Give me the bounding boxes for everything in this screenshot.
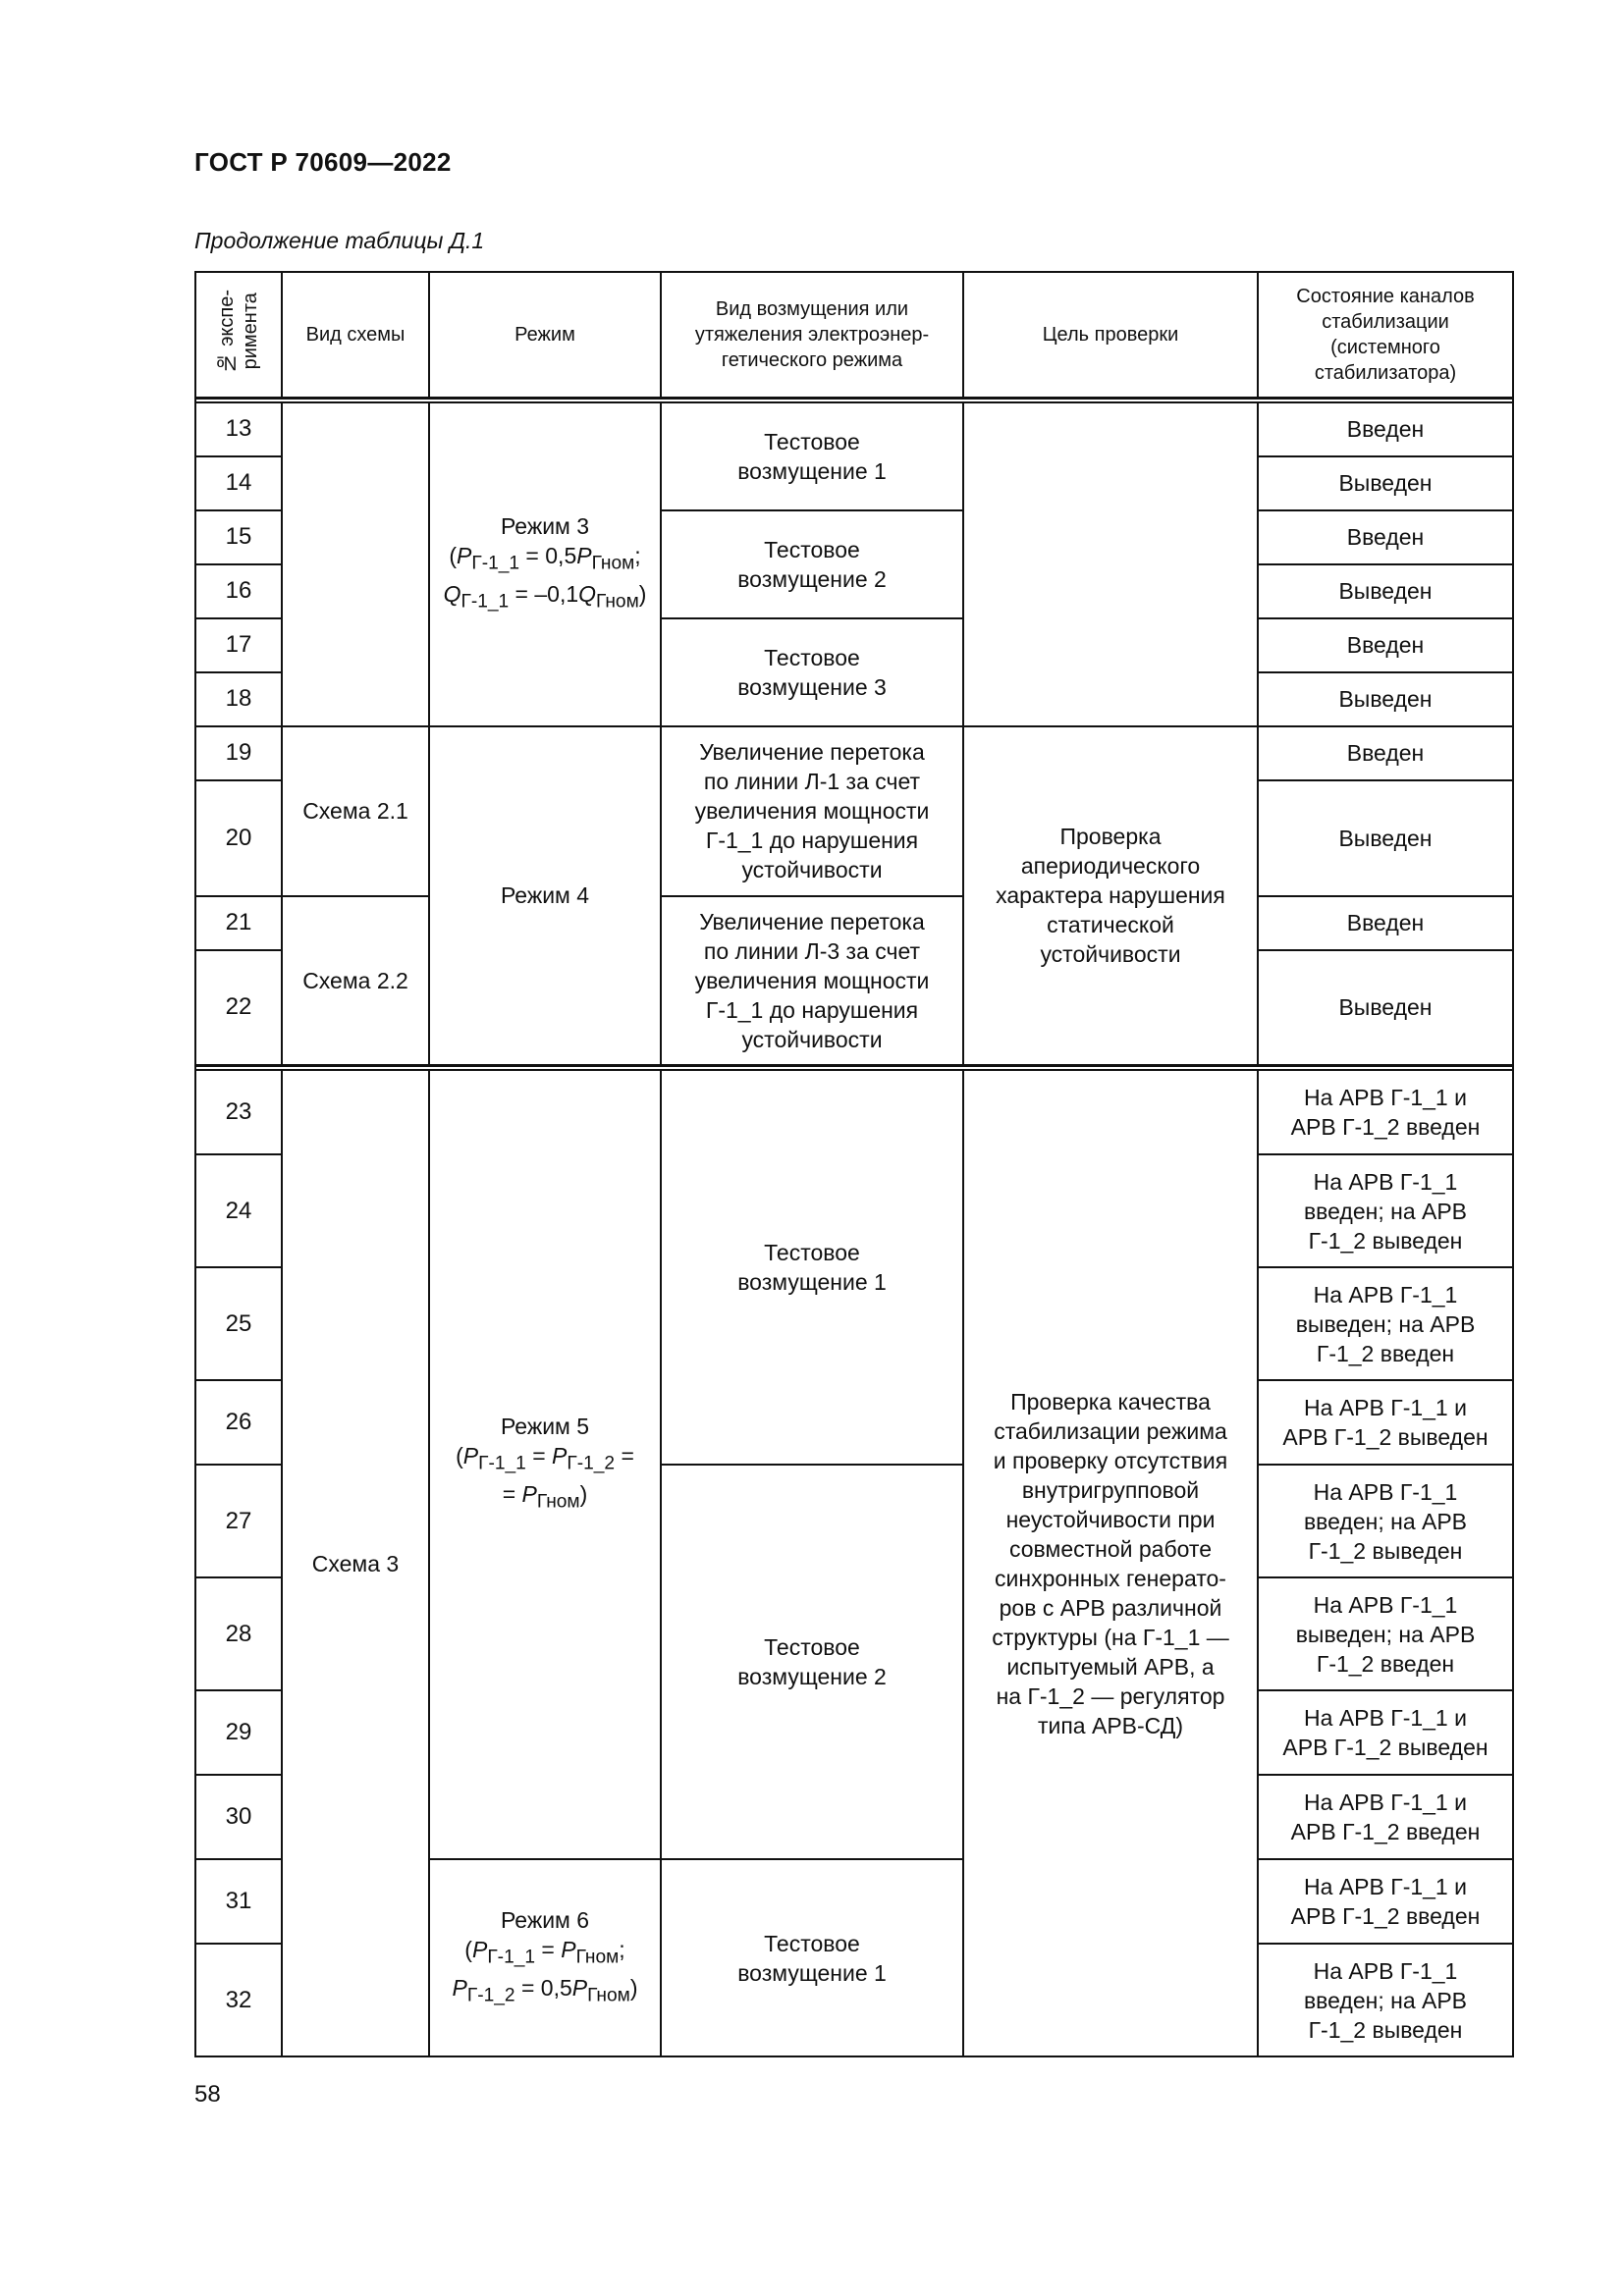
cell-state: Выведен: [1258, 564, 1513, 618]
mode-5-line2: [436, 1479, 654, 1518]
m6-sub4: Гном: [587, 1985, 630, 2006]
mode-3-line1: [436, 541, 654, 579]
table-row: [195, 402, 1513, 456]
m6-sub2: Гном: [575, 1947, 620, 1968]
cell-scheme: Схема 2.1: [282, 726, 429, 896]
m3-sub2: Гном: [591, 553, 635, 574]
m5-end2: ): [579, 1481, 588, 1507]
m6-p: P: [471, 1936, 488, 1962]
cell-num: 16: [195, 564, 282, 618]
cell-disturbance: Тестовое возмущение 1: [661, 1859, 963, 2056]
m5-eq: =: [525, 1443, 553, 1469]
m3-qsub: Г-1_1: [460, 591, 510, 613]
cell-num: 20: [195, 780, 282, 896]
cell-scheme: Схема 3: [282, 1070, 429, 2056]
cell-state: На АРВ Г-1_1 выведен; на АРВ Г-1_2 введен: [1258, 1577, 1513, 1690]
m5-p3: P: [521, 1481, 537, 1507]
cell-disturbance: Тестовое возмущение 3: [661, 618, 963, 726]
m3-q2: Q: [578, 580, 597, 607]
cell-state: Введен: [1258, 726, 1513, 780]
cell-state: На АРВ Г-1_1 и АРВ Г-1_2 введен: [1258, 1775, 1513, 1859]
header-num: [195, 272, 282, 398]
cell-disturbance: Тестовое возмущение 2: [661, 510, 963, 618]
mode-3-line2: [436, 579, 654, 617]
cell-num: 21: [195, 896, 282, 950]
m3-p2: P: [576, 542, 592, 568]
m3-sub: Г-1_1: [471, 553, 520, 574]
m5-p: P: [462, 1443, 479, 1469]
m5-p2: P: [552, 1443, 568, 1469]
document-header: ГОСТ Р 70609—2022: [194, 147, 452, 177]
m5-sub3: Гном: [536, 1491, 580, 1513]
cell-state: На АРВ Г-1_1 и АРВ Г-1_2 выведен: [1258, 1380, 1513, 1465]
cell-num: 19: [195, 726, 282, 780]
cell-goal-empty: [963, 402, 1258, 726]
cell-num: 32: [195, 1944, 282, 2056]
cell-num: 17: [195, 618, 282, 672]
m6-end2: ): [629, 1974, 638, 2001]
table-row: [195, 1070, 1513, 1154]
cell-mode-6: [429, 1859, 661, 2056]
cell-state: На АРВ Г-1_1 выведен; на АРВ Г-1_2 введен: [1258, 1267, 1513, 1380]
m3-qsub2: Гном: [596, 591, 639, 613]
cell-state: На АРВ Г-1_1 и АРВ Г-1_2 выведен: [1258, 1690, 1513, 1775]
cell-state: На АРВ Г-1_1 и АРВ Г-1_2 введен: [1258, 1070, 1513, 1154]
cell-mode-4: Режим 4: [429, 726, 661, 1066]
cell-state: Выведен: [1258, 456, 1513, 510]
table-row: [195, 726, 1513, 780]
cell-num: 15: [195, 510, 282, 564]
m3-qeq: = –0,1: [509, 580, 579, 607]
header-scheme: Вид схемы: [282, 272, 429, 398]
mode-5-title: Режим 5: [500, 1414, 590, 1440]
m5-open: (: [456, 1443, 463, 1469]
cell-num: 29: [195, 1690, 282, 1775]
cell-state: Выведен: [1258, 780, 1513, 896]
m5-end: =: [615, 1443, 634, 1469]
m5-pre: =: [502, 1481, 522, 1507]
table-row: [195, 896, 1513, 950]
m6-p2: P: [561, 1936, 576, 1962]
header-mode: Режим: [429, 272, 661, 398]
cell-scheme-empty: [282, 402, 429, 726]
cell-num: 25: [195, 1267, 282, 1380]
cell-disturbance: Увеличение перетока по линии Л-3 за счет увеличения мощности Г-1_1 до нарушения устойчивости: [661, 896, 963, 1066]
cell-state: На АРВ Г-1_1 введен; на АРВ Г-1_2 выведен: [1258, 1465, 1513, 1577]
cell-num: 26: [195, 1380, 282, 1465]
cell-state: Выведен: [1258, 672, 1513, 726]
cell-mode-5: [429, 1070, 661, 1859]
mode-6-title: Режим 6: [500, 1906, 590, 1933]
table-header-row: [195, 272, 1513, 398]
header-num-label: № экспе- римента: [216, 289, 261, 373]
m3-p: P: [456, 542, 472, 568]
m6-open: (: [464, 1936, 472, 1962]
m6-eq2: = 0,5: [514, 1974, 572, 2001]
cell-disturbance: Тестовое возмущение 1: [661, 402, 963, 510]
cell-num: 24: [195, 1154, 282, 1267]
m6-p3: P: [452, 1974, 467, 2001]
cell-state: Введен: [1258, 402, 1513, 456]
cell-disturbance: Тестовое возмущение 2: [661, 1465, 963, 1859]
mode-6-line1: [436, 1935, 654, 1973]
header-disturbance: Вид возмущения или утяжеления электроэнер-гетического режима: [661, 272, 963, 398]
cell-num: 23: [195, 1070, 282, 1154]
experiments-table: [194, 271, 1514, 2057]
m6-p4: P: [571, 1974, 588, 2001]
cell-num: 18: [195, 672, 282, 726]
m6-sub3: Г-1_2: [466, 1985, 515, 2006]
m3-open: (: [449, 542, 457, 568]
cell-mode-3: [429, 402, 661, 726]
cell-state: На АРВ Г-1_1 и АРВ Г-1_2 введен: [1258, 1859, 1513, 1944]
table-container: [194, 271, 1514, 2057]
mode-5-line1: [436, 1441, 654, 1479]
m3-qend: ): [638, 580, 647, 607]
m3-end: ;: [634, 542, 641, 568]
page-number: 58: [194, 2081, 221, 2108]
cell-state: Введен: [1258, 618, 1513, 672]
m6-eq: =: [535, 1936, 562, 1962]
m5-sub2: Г-1_2: [567, 1454, 616, 1474]
cell-num: 31: [195, 1859, 282, 1944]
cell-disturbance: Тестовое возмущение 1: [661, 1070, 963, 1465]
cell-num: 30: [195, 1775, 282, 1859]
cell-state: Выведен: [1258, 950, 1513, 1066]
header-goal: Цель проверки: [963, 272, 1258, 398]
header-state: Состояние каналов стабилизации (системного стабилизатора): [1258, 272, 1513, 398]
cell-state: На АРВ Г-1_1 введен; на АРВ Г-1_2 выведен: [1258, 1944, 1513, 2056]
mode-6-line2: [436, 1973, 654, 2011]
m6-sub: Г-1_1: [487, 1947, 536, 1968]
table-caption: Продолжение таблицы Д.1: [194, 228, 485, 253]
m3-eq: = 0,5: [519, 542, 577, 568]
cell-disturbance: Увеличение перетока по линии Л-1 за счет увеличения мощности Г-1_1 до нарушения устойчивости: [661, 726, 963, 896]
cell-goal: Проверка качества стабилизации режима и проверку отсутствия внутригрупповой неустойчивости при совместной работе синхронных генерато- ров с АРВ различной структуры (на Г-1_1 — испытуемый АРВ, а на Г-1_2 — регулятор типа АРВ-СД): [963, 1070, 1258, 2056]
cell-state: Введен: [1258, 510, 1513, 564]
cell-state: Введен: [1258, 896, 1513, 950]
cell-num: 13: [195, 402, 282, 456]
cell-state: На АРВ Г-1_1 введен; на АРВ Г-1_2 выведен: [1258, 1154, 1513, 1267]
cell-num: 27: [195, 1465, 282, 1577]
cell-num: 22: [195, 950, 282, 1066]
mode-3-title: Режим 3: [500, 512, 590, 539]
cell-num: 14: [195, 456, 282, 510]
m5-sub: Г-1_1: [478, 1454, 526, 1474]
cell-goal: Проверка апериодического характера нарушения статической устойчивости: [963, 726, 1258, 1066]
m6-end: ;: [619, 1936, 625, 1962]
m3-q: Q: [443, 580, 461, 607]
cell-scheme: Схема 2.2: [282, 896, 429, 1066]
cell-num: 28: [195, 1577, 282, 1690]
